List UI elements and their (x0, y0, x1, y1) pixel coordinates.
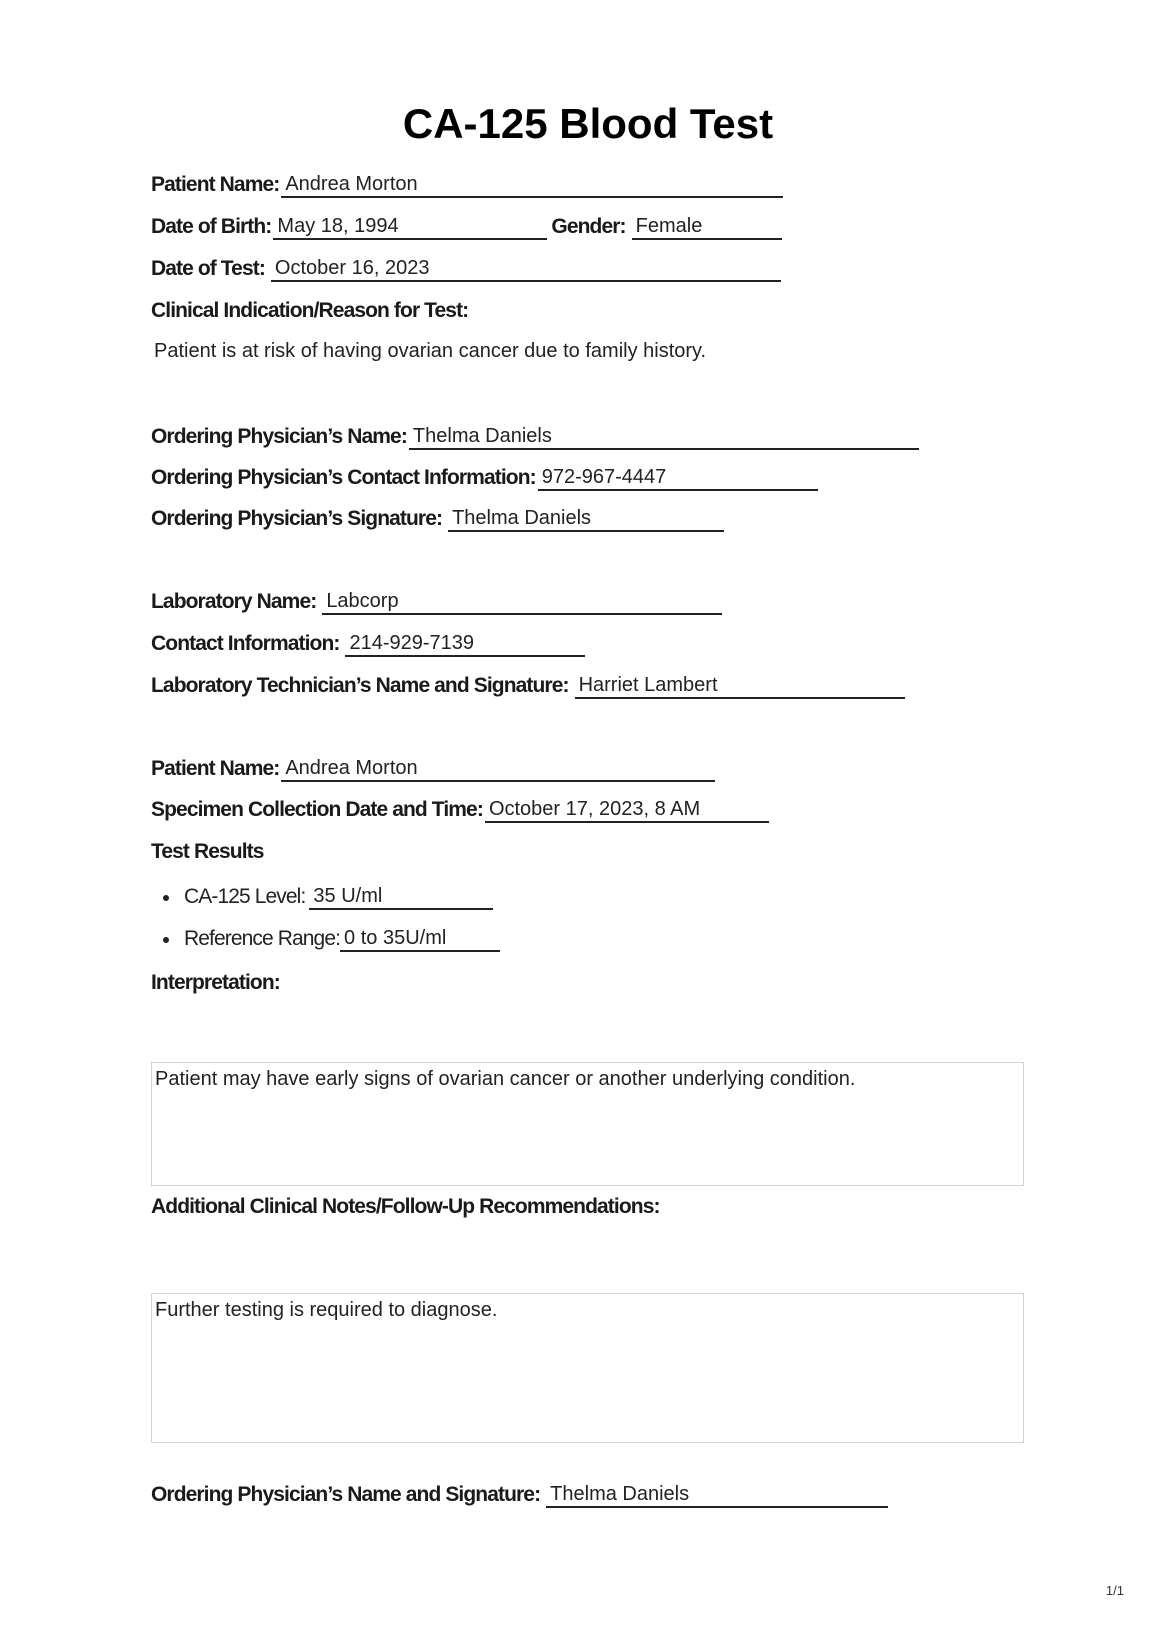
physician-name-field[interactable]: Thelma Daniels (409, 425, 919, 450)
test-date-field[interactable]: October 16, 2023 (271, 257, 781, 282)
gender-field[interactable]: Female (632, 215, 782, 240)
lab-contact-field[interactable]: 214-929-7139 (345, 632, 585, 657)
physician-contact-label: Ordering Physician’s Contact Information: (151, 466, 536, 489)
bullet-icon (163, 937, 169, 943)
patient-name-field[interactable]: Andrea Morton (281, 173, 783, 198)
interpretation-textarea[interactable]: Patient may have early signs of ovarian cancer or another underlying condition. (151, 1062, 1024, 1186)
lab-tech-row (151, 669, 905, 699)
final-signature-field[interactable]: Thelma Daniels (546, 1483, 888, 1508)
lab-contact-row (151, 627, 585, 657)
physician-name-row (151, 420, 919, 450)
ca125-level-field[interactable]: 35 U/ml (309, 885, 493, 910)
page-number: 1/1 (1105, 1583, 1124, 1598)
reference-range-field[interactable]: 0 to 35U/ml (340, 927, 500, 952)
clinical-heading: Clinical Indication/Reason for Test: (151, 299, 469, 322)
document-title: CA-125 Blood Test (402, 100, 774, 147)
physician-signature-row (151, 502, 724, 532)
notes-heading-row (151, 1190, 660, 1220)
patient-name-row (151, 168, 783, 198)
final-signature-label: Ordering Physician’s Name and Signature: (151, 1483, 541, 1506)
specimen-patient-row (151, 752, 715, 782)
final-signature-row (151, 1478, 888, 1508)
specimen-collection-label: Specimen Collection Date and Time: (151, 798, 483, 821)
lab-tech-field[interactable]: Harriet Lambert (575, 674, 905, 699)
reference-range-item (160, 922, 500, 952)
dob-field[interactable]: May 18, 1994 (273, 215, 547, 240)
specimen-patient-label: Patient Name: (151, 757, 280, 780)
clinical-heading-row (151, 294, 468, 324)
ca125-level-item (160, 880, 493, 910)
ca125-level-label: CA-125 Level: (184, 885, 306, 908)
lab-name-label: Laboratory Name: (151, 590, 317, 613)
physician-contact-field[interactable]: 972-967-4447 (538, 466, 818, 491)
notes-heading: Additional Clinical Notes/Follow-Up Recommendations: (151, 1195, 660, 1218)
test-date-label: Date of Test: (151, 257, 265, 280)
lab-contact-label: Contact Information: (151, 632, 340, 655)
gender-label: Gender: (551, 215, 626, 238)
bullet-icon (163, 895, 169, 901)
specimen-collection-field[interactable]: October 17, 2023, 8 AM (485, 798, 769, 823)
reference-range-label: Reference Range: (184, 927, 341, 950)
physician-signature-field[interactable]: Thelma Daniels (448, 507, 724, 532)
interpretation-heading: Interpretation: (151, 971, 280, 994)
dob-label: Date of Birth: (151, 215, 272, 238)
physician-signature-label: Ordering Physician’s Signature: (151, 507, 443, 530)
lab-name-field[interactable]: Labcorp (322, 590, 722, 615)
test-date-row (151, 252, 781, 282)
dob-gender-row (151, 210, 782, 240)
notes-textarea[interactable]: Further testing is required to diagnose. (151, 1293, 1024, 1443)
test-results-heading: Test Results (151, 840, 264, 863)
lab-name-row (151, 585, 722, 615)
lab-tech-label: Laboratory Technician’s Name and Signature: (151, 674, 569, 697)
specimen-patient-field[interactable]: Andrea Morton (281, 757, 715, 782)
specimen-collection-row (151, 793, 769, 823)
interpretation-heading-row (151, 966, 280, 996)
clinical-text: Patient is at risk of having ovarian cancer due to family history. (154, 340, 707, 362)
test-results-heading-row (151, 835, 264, 865)
physician-name-label: Ordering Physician’s Name: (151, 425, 407, 448)
physician-contact-row (151, 461, 818, 491)
patient-name-label: Patient Name: (151, 173, 280, 196)
